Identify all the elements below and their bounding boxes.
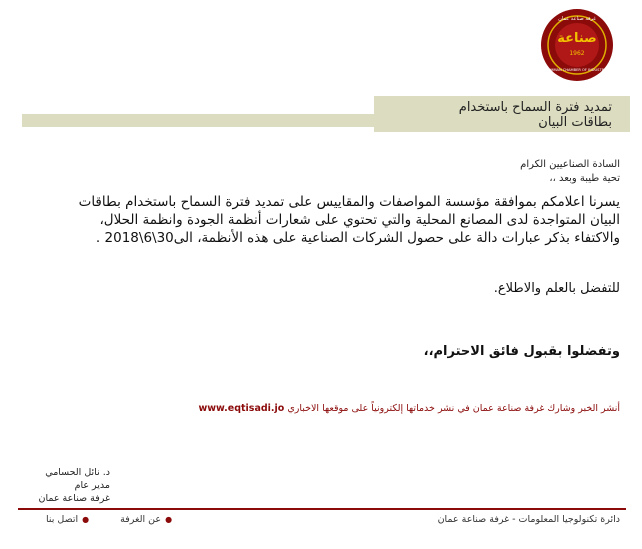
title-line-2: بطاقات البيان [538, 115, 612, 130]
chamber-logo-icon [540, 8, 614, 82]
salutation-line-2: تحية طيبة وبعد ،، [549, 173, 620, 184]
footer-link-about[interactable] [120, 514, 172, 525]
logo-org-ar-text: غرفة صناعة عمان [558, 16, 596, 22]
footer-links [18, 514, 172, 525]
logo-name-text: صناعة [557, 31, 597, 46]
signature-org: غرفة صناعة عمان [38, 493, 110, 504]
signature-position: مدير عام [74, 480, 110, 491]
share-note [198, 403, 620, 414]
footer-link-about-label: عن الغرفة [120, 514, 162, 525]
footer-link-contact[interactable] [46, 514, 89, 525]
footer-divider [18, 508, 626, 510]
info-line: للتفضل بالعلم والاطلاع. [493, 281, 620, 296]
website-link[interactable]: www.eqtisadi.jo [198, 403, 285, 414]
share-text: أنشر الخبر وشارك غرفة صناعة عمان في نشر خدماتها إلكترونياً على موقعها الاخباري [287, 403, 620, 414]
title-band-left-bar [22, 114, 374, 127]
footer-department: دائرة تكنولوجيا المعلومات - غرفة صناعة عمان [437, 514, 620, 525]
closing-line: وتفضلوا بقبول فائق الاحترام،، [423, 344, 620, 359]
logo-year-text: 1962 [569, 50, 585, 57]
bullet-icon: ● [165, 515, 173, 524]
footer-link-contact-label: اتصل بنا [46, 514, 79, 525]
salutation [520, 158, 620, 186]
bullet-icon: ● [82, 515, 90, 524]
body-paragraph: يسرنا اعلامكم بموافقة مؤسسة المواصفات والمقاييس على تمديد فترة السماح باستخدام بطاقات البيان المتواجدة لدى المصانع المحلية والتي تحتوي على شعارات أنظمة الجودة وانظمة الحلال، والاكتفاء بذكر عبارات دالة على حصول الشركات الصناعية على هذه الأنظمة، الى30\6\2018 . [78, 194, 620, 246]
page-title [372, 100, 612, 130]
title-line-1: تمديد فترة السماح باستخدام [458, 100, 612, 115]
signature-block [20, 466, 110, 505]
logo-org-en-text: AMMAN CHAMBER OF INDUSTRY [547, 68, 607, 72]
salutation-line-1: السادة الصناعيين الكرام [520, 159, 620, 170]
signature-name: د. نائل الحسامي [45, 467, 110, 478]
